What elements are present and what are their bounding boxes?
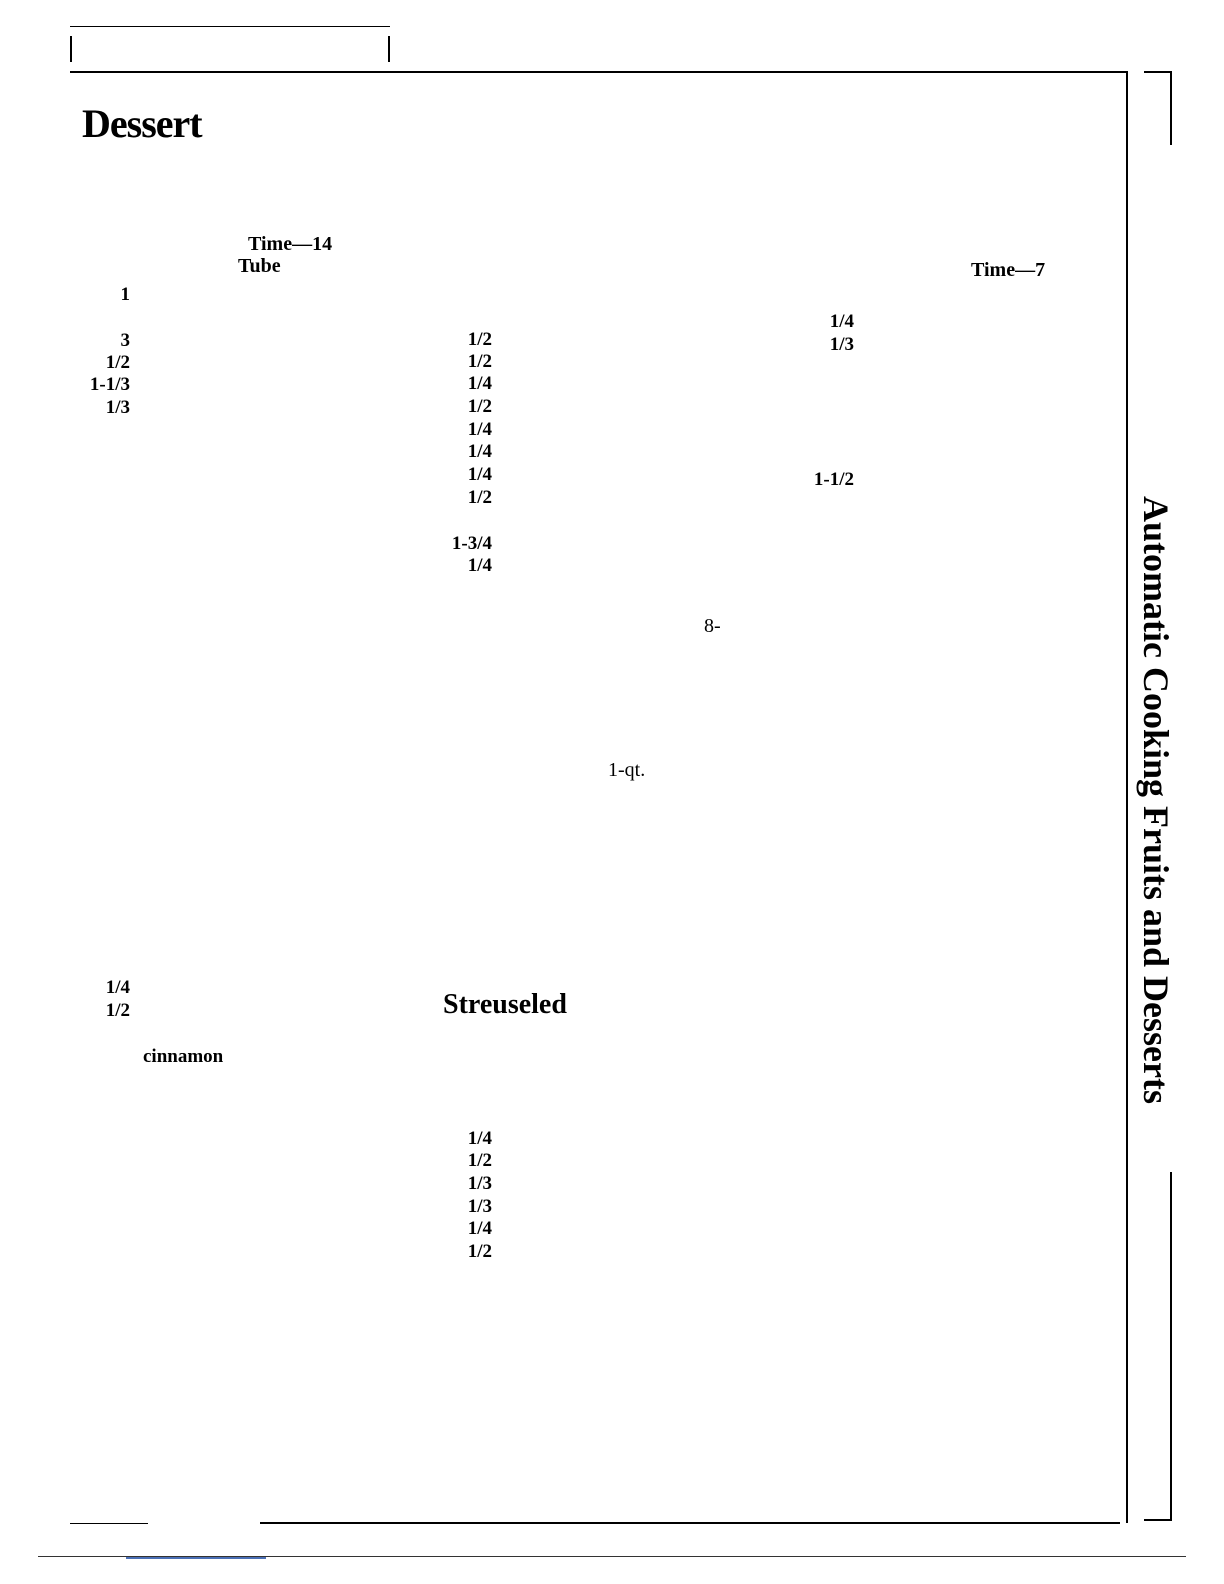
right-top-bar: [1170, 71, 1172, 145]
cooking-time-label: Time—14: [248, 233, 333, 255]
right-bottom-bar: [1170, 1172, 1172, 1520]
ingredient-amount: 1/4: [467, 419, 492, 440]
ingredient-amount: 1/2: [467, 1150, 492, 1171]
ingredient-amount: 1: [120, 284, 130, 305]
casserole-size-text: 1-qt.: [608, 759, 646, 781]
cooking-time-label: Time—7: [971, 259, 1046, 281]
footer-rule-left: [70, 1523, 148, 1524]
ingredient-amount: 1/3: [467, 1196, 492, 1217]
side-section-title: Automatic Cooking Fruits and Desserts: [1136, 496, 1176, 1104]
ingredient-amount: 1/4: [467, 373, 492, 394]
ingredient-amount: 1/2: [467, 329, 492, 350]
ingredient-amount: 1/2: [467, 351, 492, 372]
header-main-rule: [70, 71, 1128, 73]
ingredient-amount: 1/4: [829, 311, 854, 332]
ingredient-amount: 1/3: [829, 334, 854, 355]
ingredient-amount: 1-1/2: [813, 469, 854, 490]
header-left-tick: [70, 36, 72, 62]
ingredient-amount: 1-3/4: [451, 533, 492, 554]
ingredient-amount: 1/4: [467, 1128, 492, 1149]
ingredient-amount: 1/2: [467, 1241, 492, 1262]
right-frame-rule: [1126, 71, 1128, 1523]
ingredient-amount: 1/4: [105, 977, 130, 998]
tube-label: Tube: [238, 255, 281, 277]
ingredient-amount: 1/2: [467, 487, 492, 508]
streuseled-heading: Streuseled: [443, 989, 567, 1020]
footer-rule-main: [260, 1522, 1120, 1524]
right-bottom-tick: [1144, 1519, 1172, 1521]
cinnamon-text: cinnamon: [143, 1046, 224, 1067]
ingredient-amount: 1/2: [105, 1000, 130, 1021]
ingredient-amount: 1/4: [467, 464, 492, 485]
pan-size-text: 8-: [704, 615, 721, 637]
footer-blue-mark: [126, 1557, 266, 1559]
header-right-tick: [388, 36, 390, 62]
ingredient-amount: 1/3: [105, 397, 130, 418]
ingredient-amount: 1/3: [467, 1173, 492, 1194]
right-top-tick: [1144, 71, 1172, 73]
ingredient-amount: 3: [120, 330, 130, 351]
ingredient-amount: 1-1/3: [89, 374, 130, 395]
ingredient-amount: 1/2: [467, 396, 492, 417]
page-title: Dessert: [82, 101, 202, 146]
ingredient-amount: 1/4: [467, 441, 492, 462]
header-top-rule: [70, 26, 390, 27]
ingredient-amount: 1/2: [105, 352, 130, 373]
ingredient-amount: 1/4: [467, 1218, 492, 1239]
ingredient-amount: 1/4: [467, 555, 492, 576]
